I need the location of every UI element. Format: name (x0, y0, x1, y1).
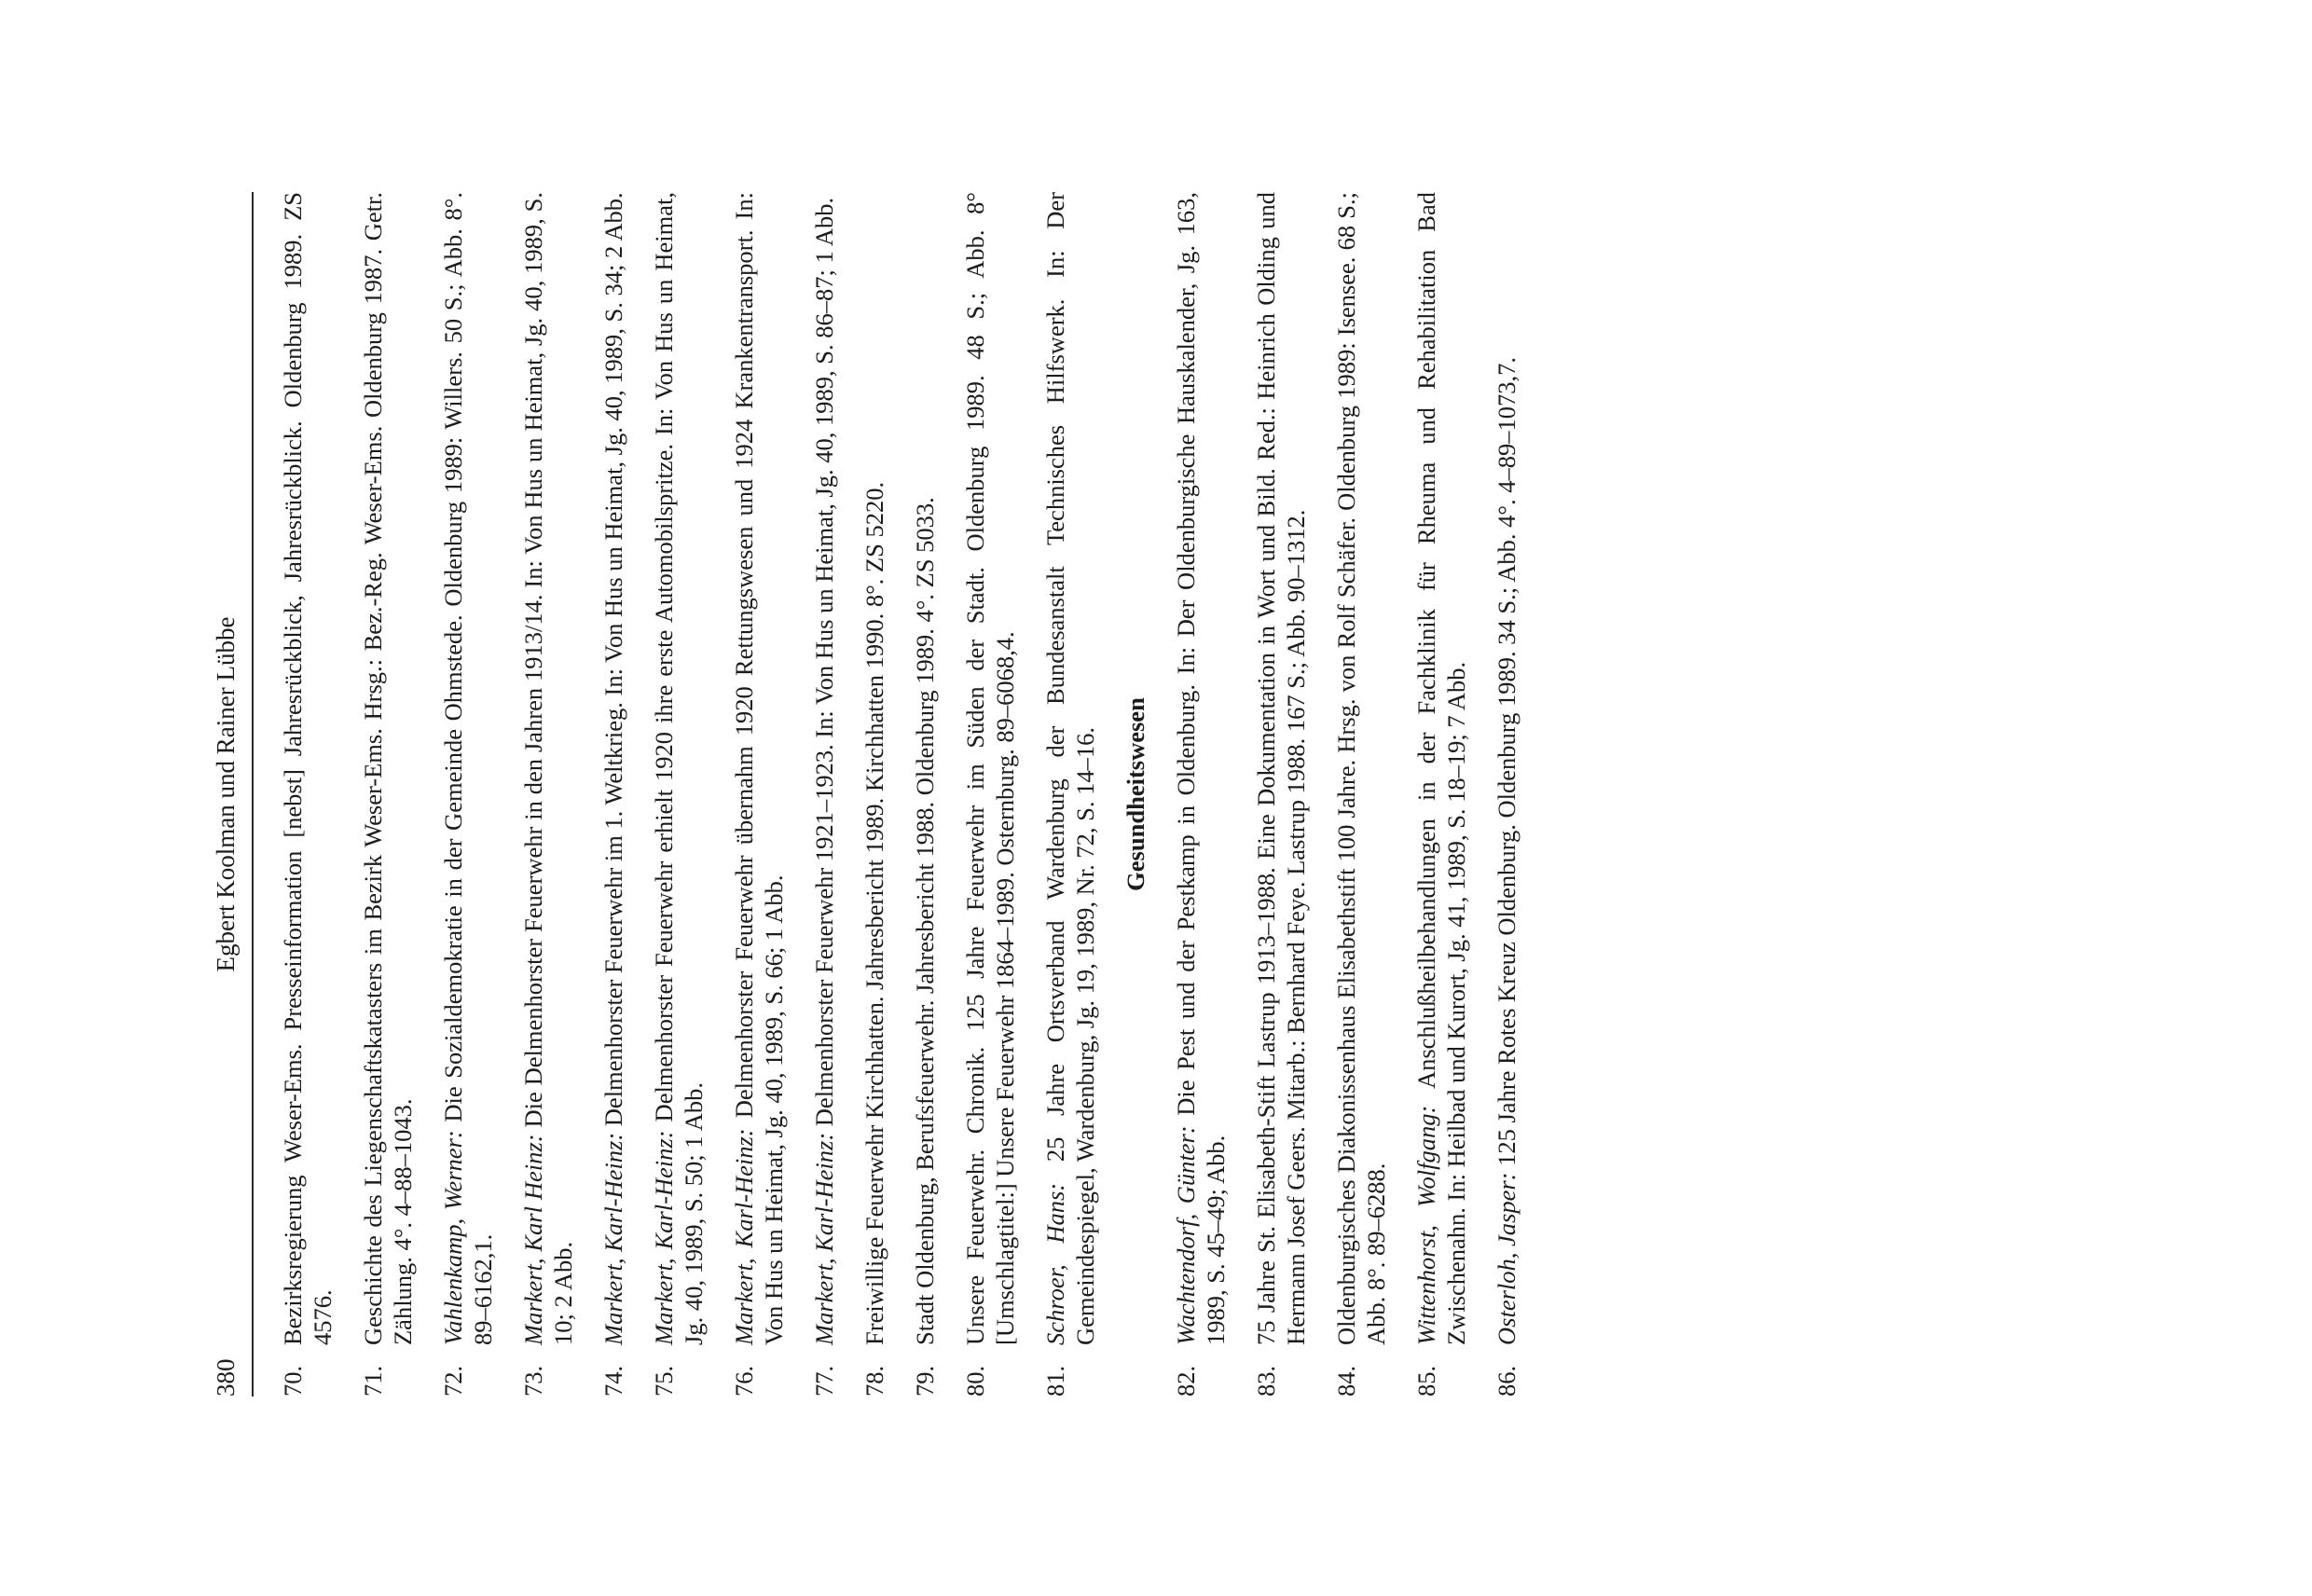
entry-text: Delmenhorster Feuerwehr im 1. Weltkrieg. In: Von Hus un Heimat, Jg. 40, 1989, S. 34; 2 Abb. (599, 192, 627, 1127)
bibliography-entry (1171, 192, 1231, 1396)
bibliography-entry (649, 192, 709, 1396)
bibliography-entry (1492, 192, 1521, 1396)
header-rule (252, 192, 254, 1396)
bibliography-entry (278, 192, 337, 1396)
entry-text: Die Sozialdemokratie in der Gemeinde Ohmstede. Oldenburg 1989: Willers. 50 S.; Abb. 8°. 89–6162,1. (439, 191, 497, 1345)
section-heading: Gesundheitswesen (1122, 697, 1149, 891)
bibliography-entry (860, 192, 889, 1396)
entry-text: Die Pest und der Pestkamp in Oldenburg. In: Der Oldenburgische Hauskalender, Jg. 163, 1989, S. 45–49; Abb. (1172, 191, 1230, 1345)
entry-author: Wachtendorf, Günter: (1172, 1125, 1200, 1345)
bibliography-entry (599, 192, 628, 1396)
entry-number: 73. (519, 1365, 547, 1396)
running-title: Egbert Koolman und Rainer Lübbe (212, 616, 240, 972)
bibliography-entry (518, 192, 578, 1396)
entry-author: Osterloh, Jasper: (1493, 1172, 1521, 1345)
entry-text: Delmenhorster Feuerwehr übernahm 1920 Rettungswesen und 1924 Krankentransport. In: Von Hus un Heimat, Jg. 40, 1989, S. 66; 1 Abb. (730, 192, 788, 1345)
entry-author: Markert, Karl Heinz: (519, 1134, 547, 1345)
bibliography-entry (729, 192, 789, 1396)
entry-text: Freiwillige Feuerwehr Kirchhatten. Jahresbericht 1989. Kirchhatten 1990. 8°. ZS 5220. (860, 481, 888, 1345)
entry-text: 25 Jahre Ortsverband Wardenburg der Bundesanstalt Technisches Hilfswerk. In: Der Gemeindespiegel, Wardenburg, Jg. 19, 1989, Nr. 72, S. 14–16. (1041, 191, 1099, 1345)
bibliography-entry (358, 192, 418, 1396)
entry-number: 81. (1041, 1365, 1069, 1396)
entry-number: 82. (1172, 1365, 1200, 1396)
entry-author: Markert, Karl-Heinz: (810, 1132, 838, 1345)
bibliography-entry (1411, 192, 1471, 1396)
entry-text: Geschichte des Liegenschaftskatasters im Bezirk Weser-Ems. Hrsg.: Bez.-Reg. Weser-Ems. Oldenburg 1987. Getr. Zählung. 4°. 4–88–1043. (359, 192, 417, 1345)
entry-text: Delmenhorster Feuerwehr 1921–1923. In: Von Hus un Heimat, Jg. 40, 1989, S. 86–87; 1 Abb. (810, 197, 838, 1127)
entry-number: 78. (860, 1365, 888, 1396)
entry-group-fire-services (278, 192, 1100, 1396)
entry-text: 125 Jahre Rotes Kreuz Oldenburg. Oldenburg 1989. 34 S.; Abb. 4°. 4–89–1073,7. (1493, 357, 1521, 1166)
entry-number: 80. (961, 1365, 989, 1396)
entry-number: 72. (439, 1365, 467, 1396)
entry-number: 83. (1252, 1365, 1280, 1396)
entry-author: Markert, Karl-Heinz: (599, 1132, 627, 1345)
entry-text: Delmenhorster Feuerwehr erhielt 1920 ihre erste Automobilspritze. In: Von Hus un Heimat, Jg. 40, 1989, S. 50; 1 Abb. (650, 192, 708, 1345)
entry-number: 70. (279, 1365, 307, 1396)
entry-text: Oldenburgisches Diakonissenhaus Elisabethstift 100 Jahre. Hrsg. von Rolf Schäfer. Oldenburg 1989: Isensee. 68 S.; Abb. 8°. 89–6288. (1332, 192, 1390, 1345)
entry-number: 74. (599, 1365, 627, 1396)
entry-text: Bezirksregierung Weser-Ems. Presseinformation [nebst] Jahresrückblick, Jahresrückblick. Oldenburg 1989. ZS 4576. (279, 192, 337, 1345)
bibliography-entry (438, 192, 498, 1396)
bibliography-entry (960, 192, 1020, 1396)
entry-author: Wittenhorst, Wolfgang: (1412, 1105, 1440, 1345)
entry-number: 84. (1332, 1365, 1360, 1396)
entry-number: 86. (1493, 1365, 1521, 1396)
entry-text: Anschlußheilbehandlungen in der Fachklinik für Rheuma und Rehabilitation Bad Zwischenahn. In: Heilbad und Kurort, Jg. 41, 1989, S. 18–19; 7 Abb. (1412, 192, 1470, 1345)
entry-author: Markert, Karl-Heinz: (730, 1128, 758, 1345)
page-header (209, 192, 242, 1396)
bibliography-entry (1040, 192, 1100, 1396)
entry-author: Vahlenkamp, Werner: (439, 1130, 467, 1345)
entry-number: 76. (730, 1365, 758, 1396)
entry-number: 85. (1412, 1365, 1440, 1396)
entry-number: 75. (650, 1365, 678, 1396)
entry-author: Markert, Karl-Heinz: (650, 1130, 678, 1345)
bibliography-entry (1251, 192, 1311, 1396)
entry-group-health (1171, 192, 1521, 1396)
entry-number: 77. (810, 1365, 838, 1396)
entry-text: Stadt Oldenburg, Berufsfeuerwehr. Jahresbericht 1988. Oldenburg 1989. 4°. ZS 5033. (911, 497, 939, 1345)
bibliography-list (278, 192, 1542, 1396)
bibliography-entry (1331, 192, 1391, 1396)
bibliography-entry (809, 192, 839, 1396)
entry-author: Schroer, Hans: (1041, 1182, 1069, 1345)
entry-number: 79. (911, 1365, 939, 1396)
entry-text: 75 Jahre St. Elisabeth-Stift Lastrup 1913–1988. Eine Dokumentation in Wort und Bild. Red.: Heinrich Olding und Hermann Josef Geers. Mitarb.: Bernhard Feye. Lastrup 1988. 167 S.; Abb. 90–1312. (1252, 192, 1310, 1345)
entry-text: Unsere Feuerwehr. Chronik. 125 Jahre Feuerwehr im Süden der Stadt. Oldenburg 1989. 48 S.; Abb. 8° [Umschlagtitel:] Unsere Feuerwehr 1864–1989. Osternburg. 89–6068,4. (961, 192, 1019, 1345)
entry-number: 71. (359, 1365, 387, 1396)
entry-text: Die Delmenhorster Feuerwehr in den Jahren 1913/14. In: Von Hus un Heimat, Jg. 40, 1989, S. 10; 2 Abb. (519, 191, 577, 1345)
page-number: 380 (212, 1358, 240, 1396)
bibliography-entry (910, 192, 940, 1396)
